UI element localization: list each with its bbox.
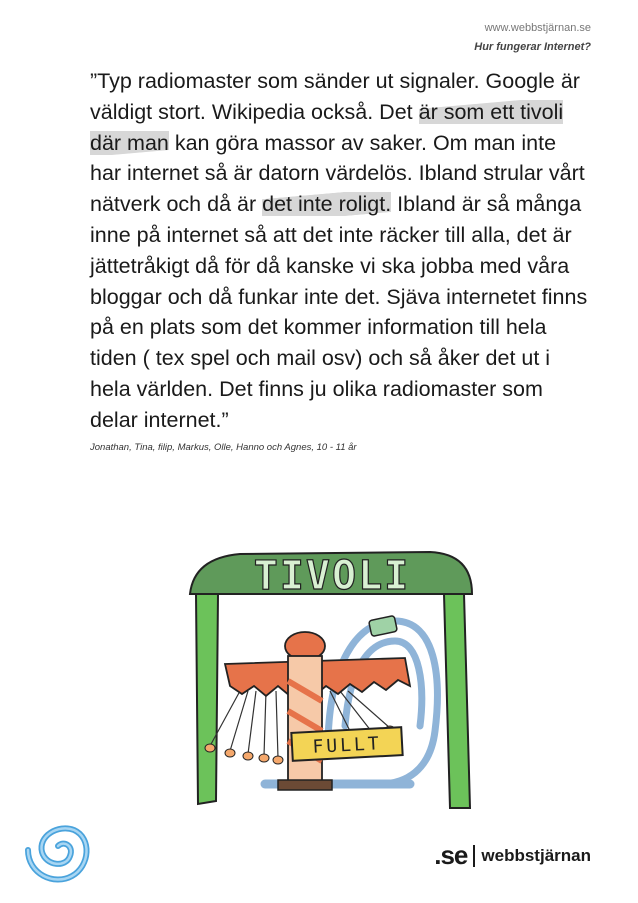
- board-text: FULLT: [311, 733, 383, 758]
- site-url[interactable]: www.webbstjärnan.se: [484, 22, 591, 34]
- quote-block: [90, 66, 590, 453]
- sign-text: TIVOLI: [253, 553, 411, 599]
- page-header: [474, 19, 591, 57]
- quote-highlight-2: det inte roligt.: [262, 192, 392, 217]
- swirl-logo-icon: [18, 806, 100, 888]
- pole-base: [278, 780, 332, 790]
- arch-right-post: [444, 594, 470, 808]
- quote-highlight-1: är som ett tivoli där man: [90, 99, 564, 155]
- quote-segment-2: kan göra massor av saker. Om man inte har internet så är datorn värdelös. Ibland strular vårt nätverk och då är: [90, 130, 585, 217]
- quote-attribution: Jonathan, Tina, filip, Markus, Olle, Hanno och Agnes, 10 - 11 år: [90, 441, 357, 453]
- quote-text: [90, 66, 590, 436]
- tivoli-illustration: [180, 546, 480, 816]
- brand-name: webbstjärnan: [481, 845, 591, 865]
- brand-divider: [473, 845, 475, 867]
- brand-se: .se: [434, 840, 468, 870]
- brand-logo[interactable]: [434, 840, 591, 871]
- page-subtitle: Hur fungerar Internet?: [474, 41, 591, 53]
- quote-segment-3: Ibland är så många inne på internet så att det inte räcker till alla, det är jättetråkigt då för då kanske vi ska jobba med våra bloggar och då funkar inte det. Sjäva internetet finns på en plats som det kommer information till hela tiden ( tex spel och mail osv) och så åker det ut i hela världen. Det finns ju olika radiomaster som delar internet.”: [90, 192, 588, 432]
- quote-segment-1: ”Typ radiomaster som sänder ut signaler. Google är väldigt stort. Wikipedia också. Det: [90, 69, 580, 124]
- arch-left-post: [196, 594, 218, 804]
- roller-coaster-car: [369, 615, 398, 636]
